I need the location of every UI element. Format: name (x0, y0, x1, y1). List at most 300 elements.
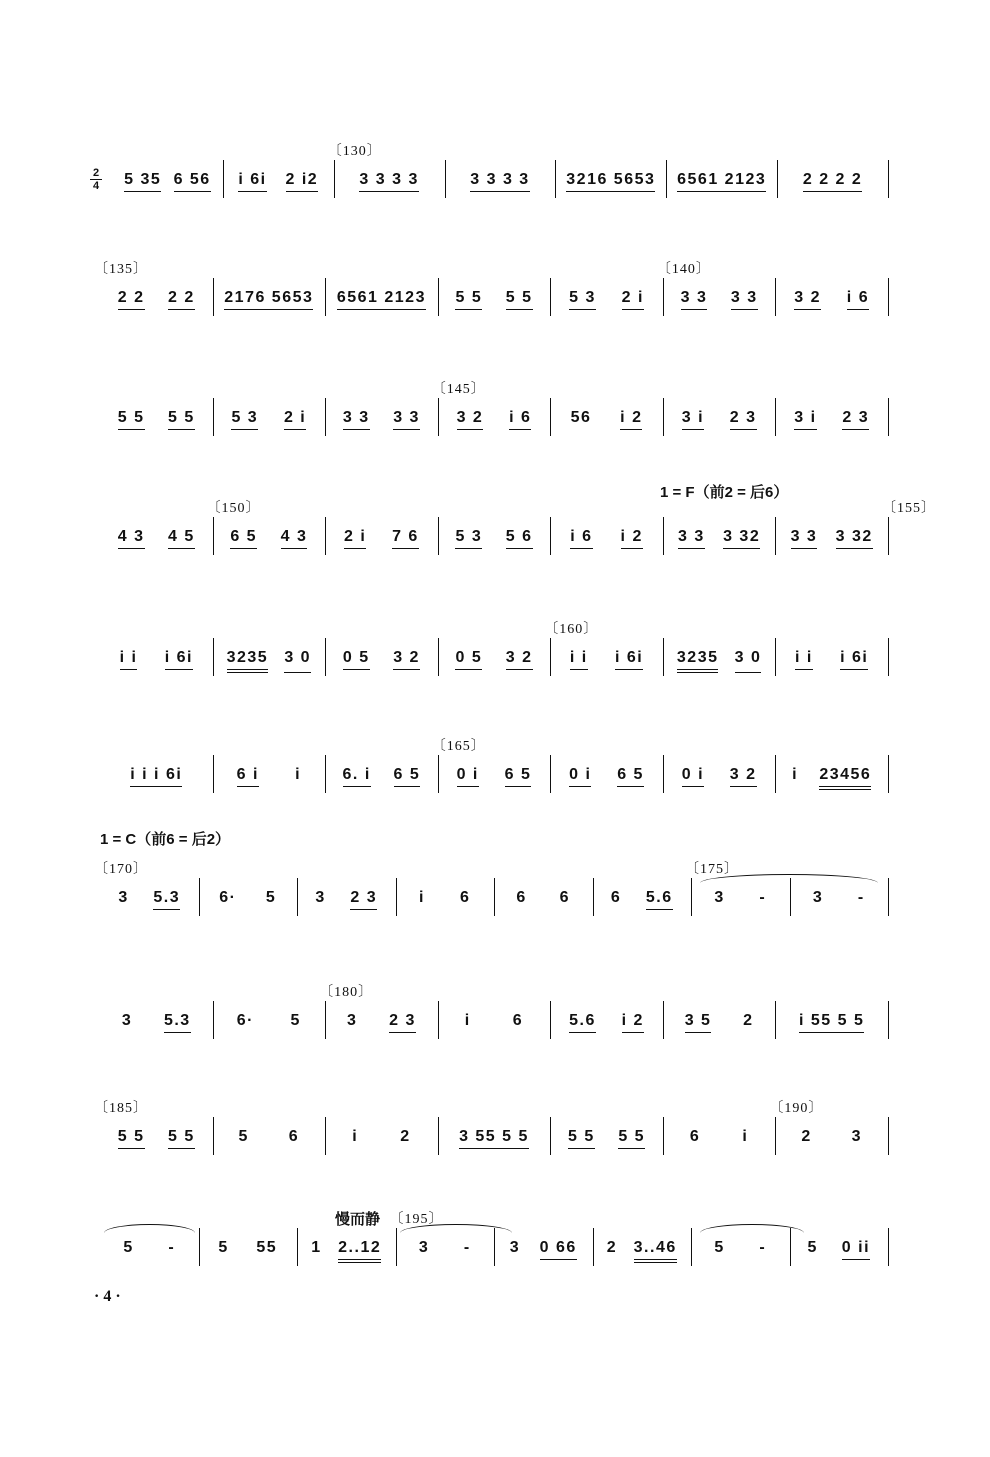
barline (396, 878, 397, 916)
measure (781, 527, 882, 549)
measure (205, 1238, 292, 1258)
note-group: 3235 (677, 648, 719, 673)
note-group: 5 5 (618, 1127, 645, 1149)
note-group: i 6 (847, 288, 869, 310)
note-group: i 2 (621, 527, 643, 549)
note-group: 3 2 (730, 765, 757, 787)
note-group: 6 5 (617, 765, 644, 787)
note-group: 2 2 (118, 288, 145, 310)
note-group: i 6i (238, 170, 266, 192)
note-group: i (352, 1128, 359, 1145)
measure (219, 288, 320, 310)
note-group: 3 (315, 889, 326, 906)
note-group: 5 3 (569, 288, 596, 310)
barline-end (888, 1228, 889, 1266)
barline (325, 1117, 326, 1155)
barline (550, 755, 551, 793)
barline-end (888, 1117, 889, 1155)
note-group: 5.6 (646, 888, 673, 910)
measure (669, 288, 770, 310)
measure (331, 765, 432, 787)
measure (444, 1011, 545, 1031)
barline (223, 160, 224, 198)
barline (593, 1228, 594, 1266)
note-group: 23456 (819, 765, 871, 790)
measure (796, 1238, 883, 1260)
note-group: i i (795, 648, 813, 670)
note-group: i 2 (620, 408, 642, 430)
measure (781, 765, 882, 790)
note-group: 6 (689, 1128, 701, 1145)
measure (697, 888, 784, 908)
note-group: 3216 5653 (566, 170, 655, 192)
measure (331, 527, 432, 549)
note-group: 6 5 (394, 765, 421, 787)
barline (325, 638, 326, 676)
measure (599, 888, 686, 910)
note-group: i 6 (570, 527, 592, 549)
measure (219, 527, 320, 549)
measure-number: 〔145〕 (431, 382, 486, 397)
note-group: 5 (290, 1012, 301, 1029)
note-group: 2 i (284, 408, 306, 430)
note-group: 0 i (457, 765, 479, 787)
note-group: 1 (311, 1239, 322, 1256)
measure (444, 408, 545, 430)
note-group: 5 (714, 1239, 725, 1256)
note-group: 2 3 (350, 888, 377, 910)
note-group: 5 5 (506, 288, 533, 310)
note-group: 0 66 (540, 1238, 577, 1260)
barline (550, 1001, 551, 1039)
note-group: 2 (801, 1128, 812, 1145)
key-signature: 1 = F（前2 = 后6） (660, 484, 789, 501)
measure (106, 888, 193, 910)
measure (500, 1238, 587, 1260)
note-group: - (759, 889, 767, 906)
note-group: 5 (265, 889, 277, 906)
tempo-marking: 慢而静 (335, 1211, 381, 1228)
note-group: 3..46 (634, 1238, 677, 1263)
barline (325, 517, 326, 555)
note-group: 2..12 (338, 1238, 381, 1263)
measure (444, 527, 545, 549)
barline (325, 755, 326, 793)
barline (438, 1117, 439, 1155)
note-group: 3 0 (284, 648, 311, 673)
barline (790, 878, 791, 916)
note-group: 3 2 (393, 648, 420, 670)
note-group: 5 (238, 1128, 249, 1145)
measure (106, 527, 207, 549)
measure (402, 1238, 489, 1258)
measure-number: 〔165〕 (431, 739, 486, 754)
barline (396, 1228, 397, 1266)
barline (199, 878, 200, 916)
barline (663, 517, 664, 555)
note-group: 2 (400, 1128, 411, 1145)
note-group: i (742, 1128, 749, 1145)
note-group: 5 35 (124, 170, 161, 192)
barline-end (888, 878, 889, 916)
note-group: 2 (743, 1012, 754, 1029)
note-group: 7 6 (392, 527, 419, 549)
note-group: i i i 6i (130, 765, 182, 787)
barline (777, 160, 778, 198)
note-group: 2 i (344, 527, 366, 549)
note-group: i (464, 1012, 471, 1029)
note-group: 3 2 (506, 648, 533, 670)
note-group: 3235 (227, 648, 269, 673)
note-group: 3 (812, 889, 824, 906)
barline (297, 878, 298, 916)
note-group: 5 3 (455, 527, 482, 549)
barline (213, 278, 214, 316)
barline (550, 517, 551, 555)
note-group: 3 3 3 3 (359, 170, 418, 192)
note-group: 3 0 (735, 648, 762, 673)
measure (106, 1238, 193, 1258)
measure (672, 170, 771, 192)
note-group: 3 (118, 889, 129, 906)
barline (213, 398, 214, 436)
note-group: - (759, 1239, 767, 1256)
barline (213, 1117, 214, 1155)
note-group: 6 (559, 889, 571, 906)
measure (118, 170, 217, 192)
note-group: 0 5 (343, 648, 370, 670)
measure (219, 648, 320, 673)
note-group: i 55 5 5 (799, 1011, 864, 1033)
note-group: 2176 5653 (224, 288, 313, 310)
barline (666, 160, 667, 198)
measure (556, 648, 657, 670)
barline (663, 278, 664, 316)
measure (556, 527, 657, 549)
note-group: 0 ii (842, 1238, 870, 1260)
barline (199, 1228, 200, 1266)
barline (775, 517, 776, 555)
barline (438, 755, 439, 793)
measure (331, 1011, 432, 1033)
measure (781, 648, 882, 670)
note-group: 2 2 (168, 288, 195, 310)
measure (106, 408, 207, 430)
note-group: 6 (516, 889, 527, 906)
barline (325, 1001, 326, 1039)
barline (213, 755, 214, 793)
measure (669, 527, 770, 549)
note-group: - (463, 1239, 471, 1256)
measure-number: 〔160〕 (544, 622, 599, 637)
note-group: i 6 (509, 408, 531, 430)
page-number: · 4 · (94, 1288, 121, 1305)
barline (775, 1117, 776, 1155)
barline-end (888, 278, 889, 316)
measure (331, 288, 432, 310)
note-group: 6 (512, 1012, 524, 1029)
measure (556, 288, 657, 310)
note-group: 6561 2123 (677, 170, 766, 192)
note-group: 5 5 (455, 288, 482, 310)
measure (219, 1127, 320, 1147)
measure (106, 1127, 207, 1149)
note-group: 0 i (569, 765, 591, 787)
measure (106, 648, 207, 670)
barline (438, 398, 439, 436)
barline (213, 638, 214, 676)
note-group: 4 3 (118, 527, 145, 549)
note-group: 5 3 (231, 408, 258, 430)
note-group: 3 3 (393, 408, 420, 430)
barline (438, 278, 439, 316)
note-group: 5 5 (118, 408, 145, 430)
note-group: 6 5 (505, 765, 532, 787)
note-group: 3 3 3 3 (470, 170, 529, 192)
measure (229, 170, 328, 192)
barline (438, 1001, 439, 1039)
barline (550, 398, 551, 436)
barline (494, 1228, 495, 1266)
time-signature-top: 2 (92, 167, 100, 179)
barline (438, 638, 439, 676)
barline (213, 517, 214, 555)
barline-end (888, 638, 889, 676)
note-group: 3 5 (685, 1011, 712, 1033)
note-group: 3 2 (457, 408, 484, 430)
barline (775, 638, 776, 676)
barline (775, 1001, 776, 1039)
barline (775, 755, 776, 793)
barline (663, 398, 664, 436)
measure (669, 1011, 770, 1033)
barline (691, 1228, 692, 1266)
note-group: 2 i2 (286, 170, 319, 192)
note-group: 5.6 (569, 1011, 596, 1033)
note-group: 5 (218, 1239, 229, 1256)
note-group: i 6i (615, 648, 643, 670)
barline (334, 160, 335, 198)
note-group: 6 56 (174, 170, 211, 192)
measure (106, 288, 207, 310)
note-group: 3 (714, 889, 725, 906)
measure (303, 888, 390, 910)
measure (781, 288, 882, 310)
note-group: 3 32 (836, 527, 873, 549)
note-group: 3 3 (681, 288, 708, 310)
barline (325, 278, 326, 316)
note-group: 2 3 (730, 408, 757, 430)
note-group: 2 3 (389, 1011, 416, 1033)
note-group: 56 (570, 409, 592, 426)
measure (402, 888, 489, 908)
measure (303, 1238, 390, 1263)
measure (444, 648, 545, 670)
measure (340, 170, 439, 192)
barline (550, 278, 551, 316)
measure (106, 1011, 207, 1033)
note-group: i 6i (165, 648, 193, 670)
note-group: 5 5 (568, 1127, 595, 1149)
note-group: 2 2 2 2 (803, 170, 862, 192)
barline (494, 878, 495, 916)
barline (663, 1117, 664, 1155)
barline (445, 160, 446, 198)
measure (697, 1238, 784, 1258)
measure (444, 288, 545, 310)
note-group: i 6i (840, 648, 868, 670)
note-group: 55 (256, 1239, 278, 1256)
note-group: 3 3 (731, 288, 758, 310)
measure (669, 1127, 770, 1147)
note-group: i (419, 889, 425, 906)
measure (331, 648, 432, 670)
barline-end (888, 398, 889, 436)
note-group: 3 i (682, 408, 704, 430)
note-group: 6 (460, 889, 471, 906)
barline (663, 1001, 664, 1039)
note-group: 3 (418, 1239, 430, 1256)
barline (550, 638, 551, 676)
note-group: 3 (509, 1239, 521, 1256)
measure (219, 1011, 320, 1031)
barline (438, 517, 439, 555)
measure (561, 170, 660, 192)
note-group: 3 (851, 1128, 863, 1145)
note-group: 2 3 (842, 408, 869, 430)
measure-number: 〔190〕 (769, 1101, 824, 1116)
barline (213, 1001, 214, 1039)
barline (550, 1117, 551, 1155)
barline (555, 160, 556, 198)
note-group: 3 (121, 1012, 133, 1029)
note-group: 2 i (622, 288, 644, 310)
measure (781, 1127, 882, 1147)
note-group: 5 5 (118, 1127, 145, 1149)
barline (663, 755, 664, 793)
note-group: 5.3 (164, 1011, 191, 1033)
note-group: i 2 (622, 1011, 644, 1033)
note-group: 2 (606, 1239, 618, 1256)
note-group: 5 5 (168, 1127, 195, 1149)
measure (556, 1011, 657, 1033)
measure-number: 〔180〕 (319, 985, 374, 1000)
note-group: - (168, 1239, 176, 1256)
note-group: 0 5 (455, 648, 482, 670)
measure (796, 888, 883, 908)
time-signature (90, 168, 102, 191)
measure (205, 888, 292, 908)
barline (790, 1228, 791, 1266)
note-group: 3 i (794, 408, 816, 430)
note-group: 3 (346, 1012, 358, 1029)
note-group: 6 i (237, 765, 259, 787)
note-group: 5 5 (168, 408, 195, 430)
note-group: 3 55 5 5 (459, 1127, 529, 1149)
note-group: i i (570, 648, 588, 670)
barline (663, 638, 664, 676)
note-group: 5 (123, 1239, 134, 1256)
note-group: 6561 2123 (337, 288, 426, 310)
measure-number: 〔175〕 (685, 862, 739, 877)
barline-end (888, 1001, 889, 1039)
barline (325, 398, 326, 436)
measure (669, 648, 770, 673)
note-group: - (857, 889, 865, 906)
time-signature-bottom: 4 (92, 180, 100, 192)
note-group: 5 6 (506, 527, 533, 549)
slur (104, 1224, 195, 1233)
measure-number: 〔130〕 (327, 144, 382, 159)
note-group: 3 3 (791, 527, 818, 549)
measure (331, 408, 432, 430)
measure-number: 〔155〕 (882, 501, 936, 516)
measure (106, 765, 207, 787)
note-group: 3 3 (678, 527, 705, 549)
measure (599, 1238, 686, 1263)
measure (556, 408, 657, 430)
measure (444, 765, 545, 787)
barline-end (888, 755, 889, 793)
note-group: i (295, 766, 302, 783)
measure (669, 408, 770, 430)
measure (556, 1127, 657, 1149)
barline-end (888, 160, 889, 198)
note-group: 3 32 (723, 527, 760, 549)
measure (500, 888, 587, 908)
measure-number: 〔150〕 (206, 501, 261, 516)
note-group: 4 3 (281, 527, 308, 549)
measure (781, 408, 882, 430)
barline-end (888, 517, 889, 555)
measure-number: 〔185〕 (94, 1101, 148, 1116)
barline (691, 878, 692, 916)
note-group: 0 i (682, 765, 704, 787)
note-group: 5.3 (153, 888, 180, 910)
measure (219, 765, 320, 787)
barline (297, 1228, 298, 1266)
measure (781, 1011, 882, 1033)
barline (775, 398, 776, 436)
measure (556, 765, 657, 787)
measure (783, 170, 882, 192)
note-group: 6 5 (230, 527, 257, 549)
note-group: i i (120, 648, 138, 670)
measure (331, 1127, 432, 1147)
measure (219, 408, 320, 430)
barline (775, 278, 776, 316)
note-group: 6. i (343, 765, 371, 787)
slur (700, 1224, 804, 1233)
note-group: 6 (288, 1128, 300, 1145)
measure (669, 765, 770, 787)
measure (444, 1127, 545, 1149)
note-group: i (792, 766, 799, 783)
note-group: 6 (610, 889, 622, 906)
key-signature: 1 = C（前6 = 后2） (100, 831, 231, 848)
note-group: 6· (219, 889, 237, 906)
note-group: 5 (807, 1239, 818, 1256)
measure-number: 〔135〕 (94, 262, 148, 277)
measure (451, 170, 550, 192)
measure-number: 〔140〕 (656, 262, 711, 277)
note-group: 3 2 (794, 288, 821, 310)
barline (593, 878, 594, 916)
note-group: 3 3 (343, 408, 370, 430)
measure-number: 〔170〕 (94, 862, 148, 877)
note-group: 6· (236, 1012, 255, 1029)
measure-number: 〔195〕 (389, 1212, 444, 1227)
